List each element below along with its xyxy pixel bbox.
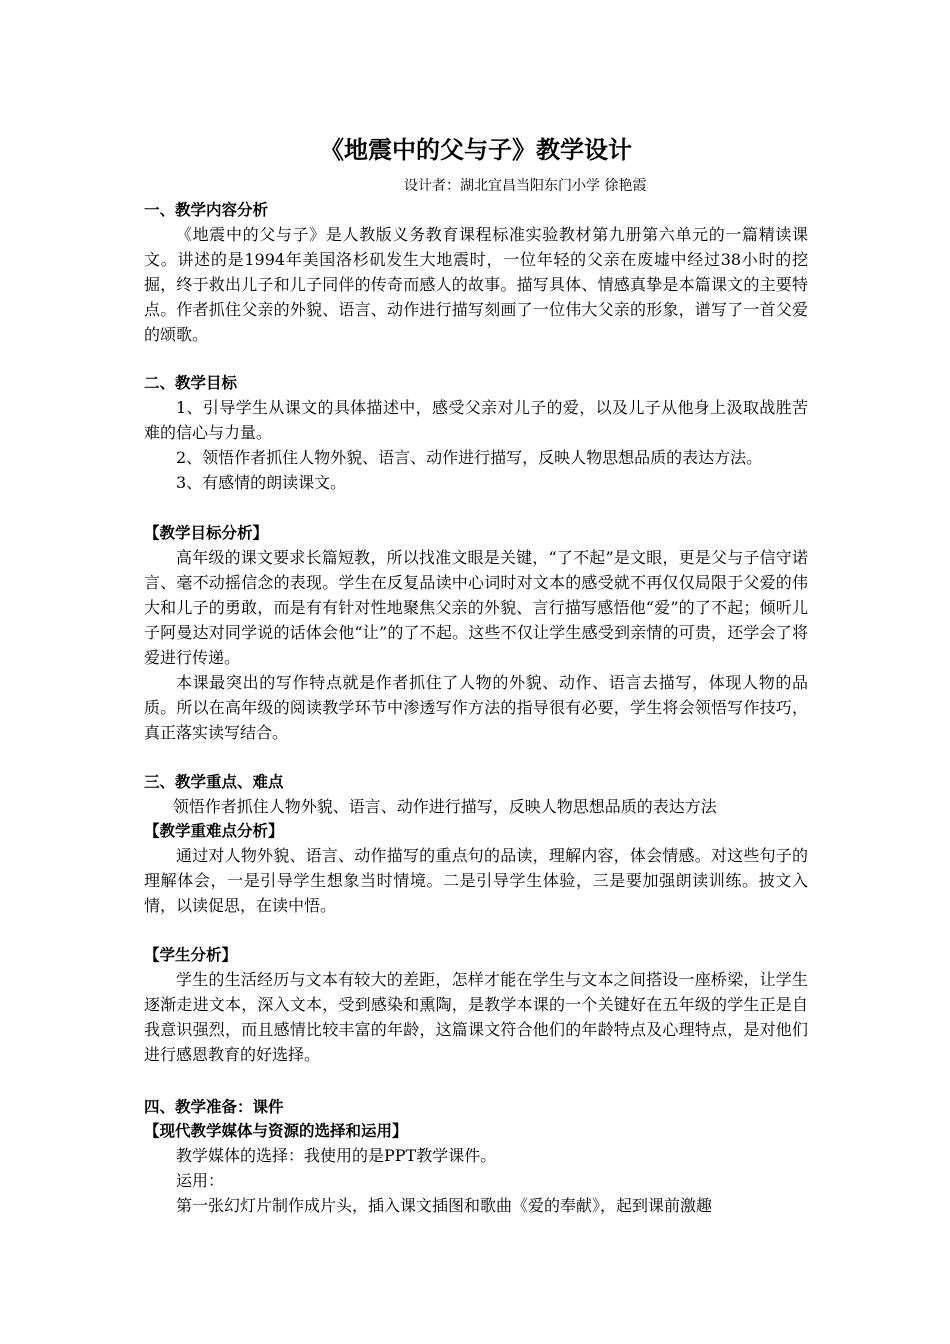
- paragraph: 领悟作者抓住人物外貌、语言、动作进行描写，反映人物思想品质的表达方法: [172, 797, 717, 816]
- paragraph: 通过对人物外貌、语言、动作描写的重点句的品读，理解内容，体会情感。对这些句子的理解体会，一是引导学生想象当时情境。二是引导学生体验，三是要加强朗读训练。披文入情，以读促思，在读中悟。: [144, 846, 808, 915]
- section-heading: 【教学重难点分析】: [144, 822, 284, 840]
- section-student-analysis: [144, 943, 808, 1067]
- section-teaching-goals: [144, 371, 808, 495]
- section-content-analysis: [144, 198, 808, 347]
- goal-item: 1、引导学生从课文的具体描述中，感受父亲对儿子的爱，以及儿子从他身上汲取战胜苦难的信心与力量。: [144, 398, 808, 442]
- goal-item: 3、有感情的朗读课文。: [176, 473, 347, 492]
- section-key-points: [144, 770, 808, 918]
- author-line: 设计者：湖北宜昌当阳东门小学 徐艳霞: [404, 178, 647, 194]
- paragraph: 《地震中的父与子》是人教版义务教育课程标准实验教材第九册第六单元的一篇精读课文。讲述的是1994年美国洛杉矶发生大地震时，一位年轻的父亲在废墟中经过38小时的挖掘，终于救出儿子和儿子同伴的传奇而感人的故事。描写具体、情感真挚是本篇课文的主要特点。作者抓住父亲的外貌、语言、动作进行描写刻画了一位伟大父亲的形象，谱写了一首父爱的颂歌。: [144, 225, 808, 344]
- section-heading: 【现代教学媒体与资源的选择和运用】: [144, 1122, 408, 1140]
- paragraph: 本课最突出的写作特点就是作者抓住了人物的外貌、动作、语言去描写，体现人物的品质。所以在高年级的阅读教学环节中渗透写作方法的指导很有必要，学生将会领悟写作技巧，真正落实读写结合。: [144, 673, 808, 742]
- paragraph: 第一张幻灯片制作成片头，插入课文插图和歌曲《爱的奉献》，起到课前激趣: [176, 1196, 713, 1215]
- section-heading: 【学生分析】: [144, 946, 238, 964]
- section-heading: 四、教学准备：课件: [144, 1098, 284, 1116]
- section-preparation: [144, 1095, 808, 1218]
- paragraph: 学生的生活经历与文本有较大的差距，怎样才能在学生与文本之间搭设一座桥梁，让学生逐渐走进文本，深入文本，受到感染和熏陶，是教学本课的一个关键好在五年级的学生正是自我意识强烈，而且感情比较丰富的年龄，这篇课文符合他们的年龄特点及心理特点，是对他们进行感恩教育的好选择。: [144, 970, 808, 1064]
- section-heading: 二、教学目标: [144, 374, 238, 392]
- section-heading: 三、教学重点、难点: [144, 773, 284, 791]
- paragraph: 教学媒体的选择：我使用的是PPT教学课件。: [176, 1146, 497, 1165]
- paragraph: 高年级的课文要求长篇短教，所以找准文眼是关键，“了不起”是文眼，更是父与子信守诺言、毫不动摇信念的表现。学生在反复品读中心词时对文本的感受就不再仅仅局限于父爱的伟大和儿子的勇敢，而是有有针对性地聚焦父亲的外貌、言行描写感悟他“爱”的了不起；倾听儿子阿曼达对同学说的话体会他“让”的了不起。这些不仅让学生感受到亲情的可贵，还学会了将爱进行传递。: [144, 548, 808, 667]
- section-heading: 一、教学内容分析: [144, 201, 269, 219]
- section-goal-analysis: [144, 521, 808, 745]
- paragraph: 运用：: [176, 1171, 225, 1190]
- document-title: 《地震中的父与子》教学设计: [320, 136, 632, 164]
- goal-item: 2、领悟作者抓住人物外貌、语言、动作进行描写，反映人物思想品质的表达方法。: [176, 448, 763, 467]
- section-heading: 【教学目标分析】: [144, 524, 269, 542]
